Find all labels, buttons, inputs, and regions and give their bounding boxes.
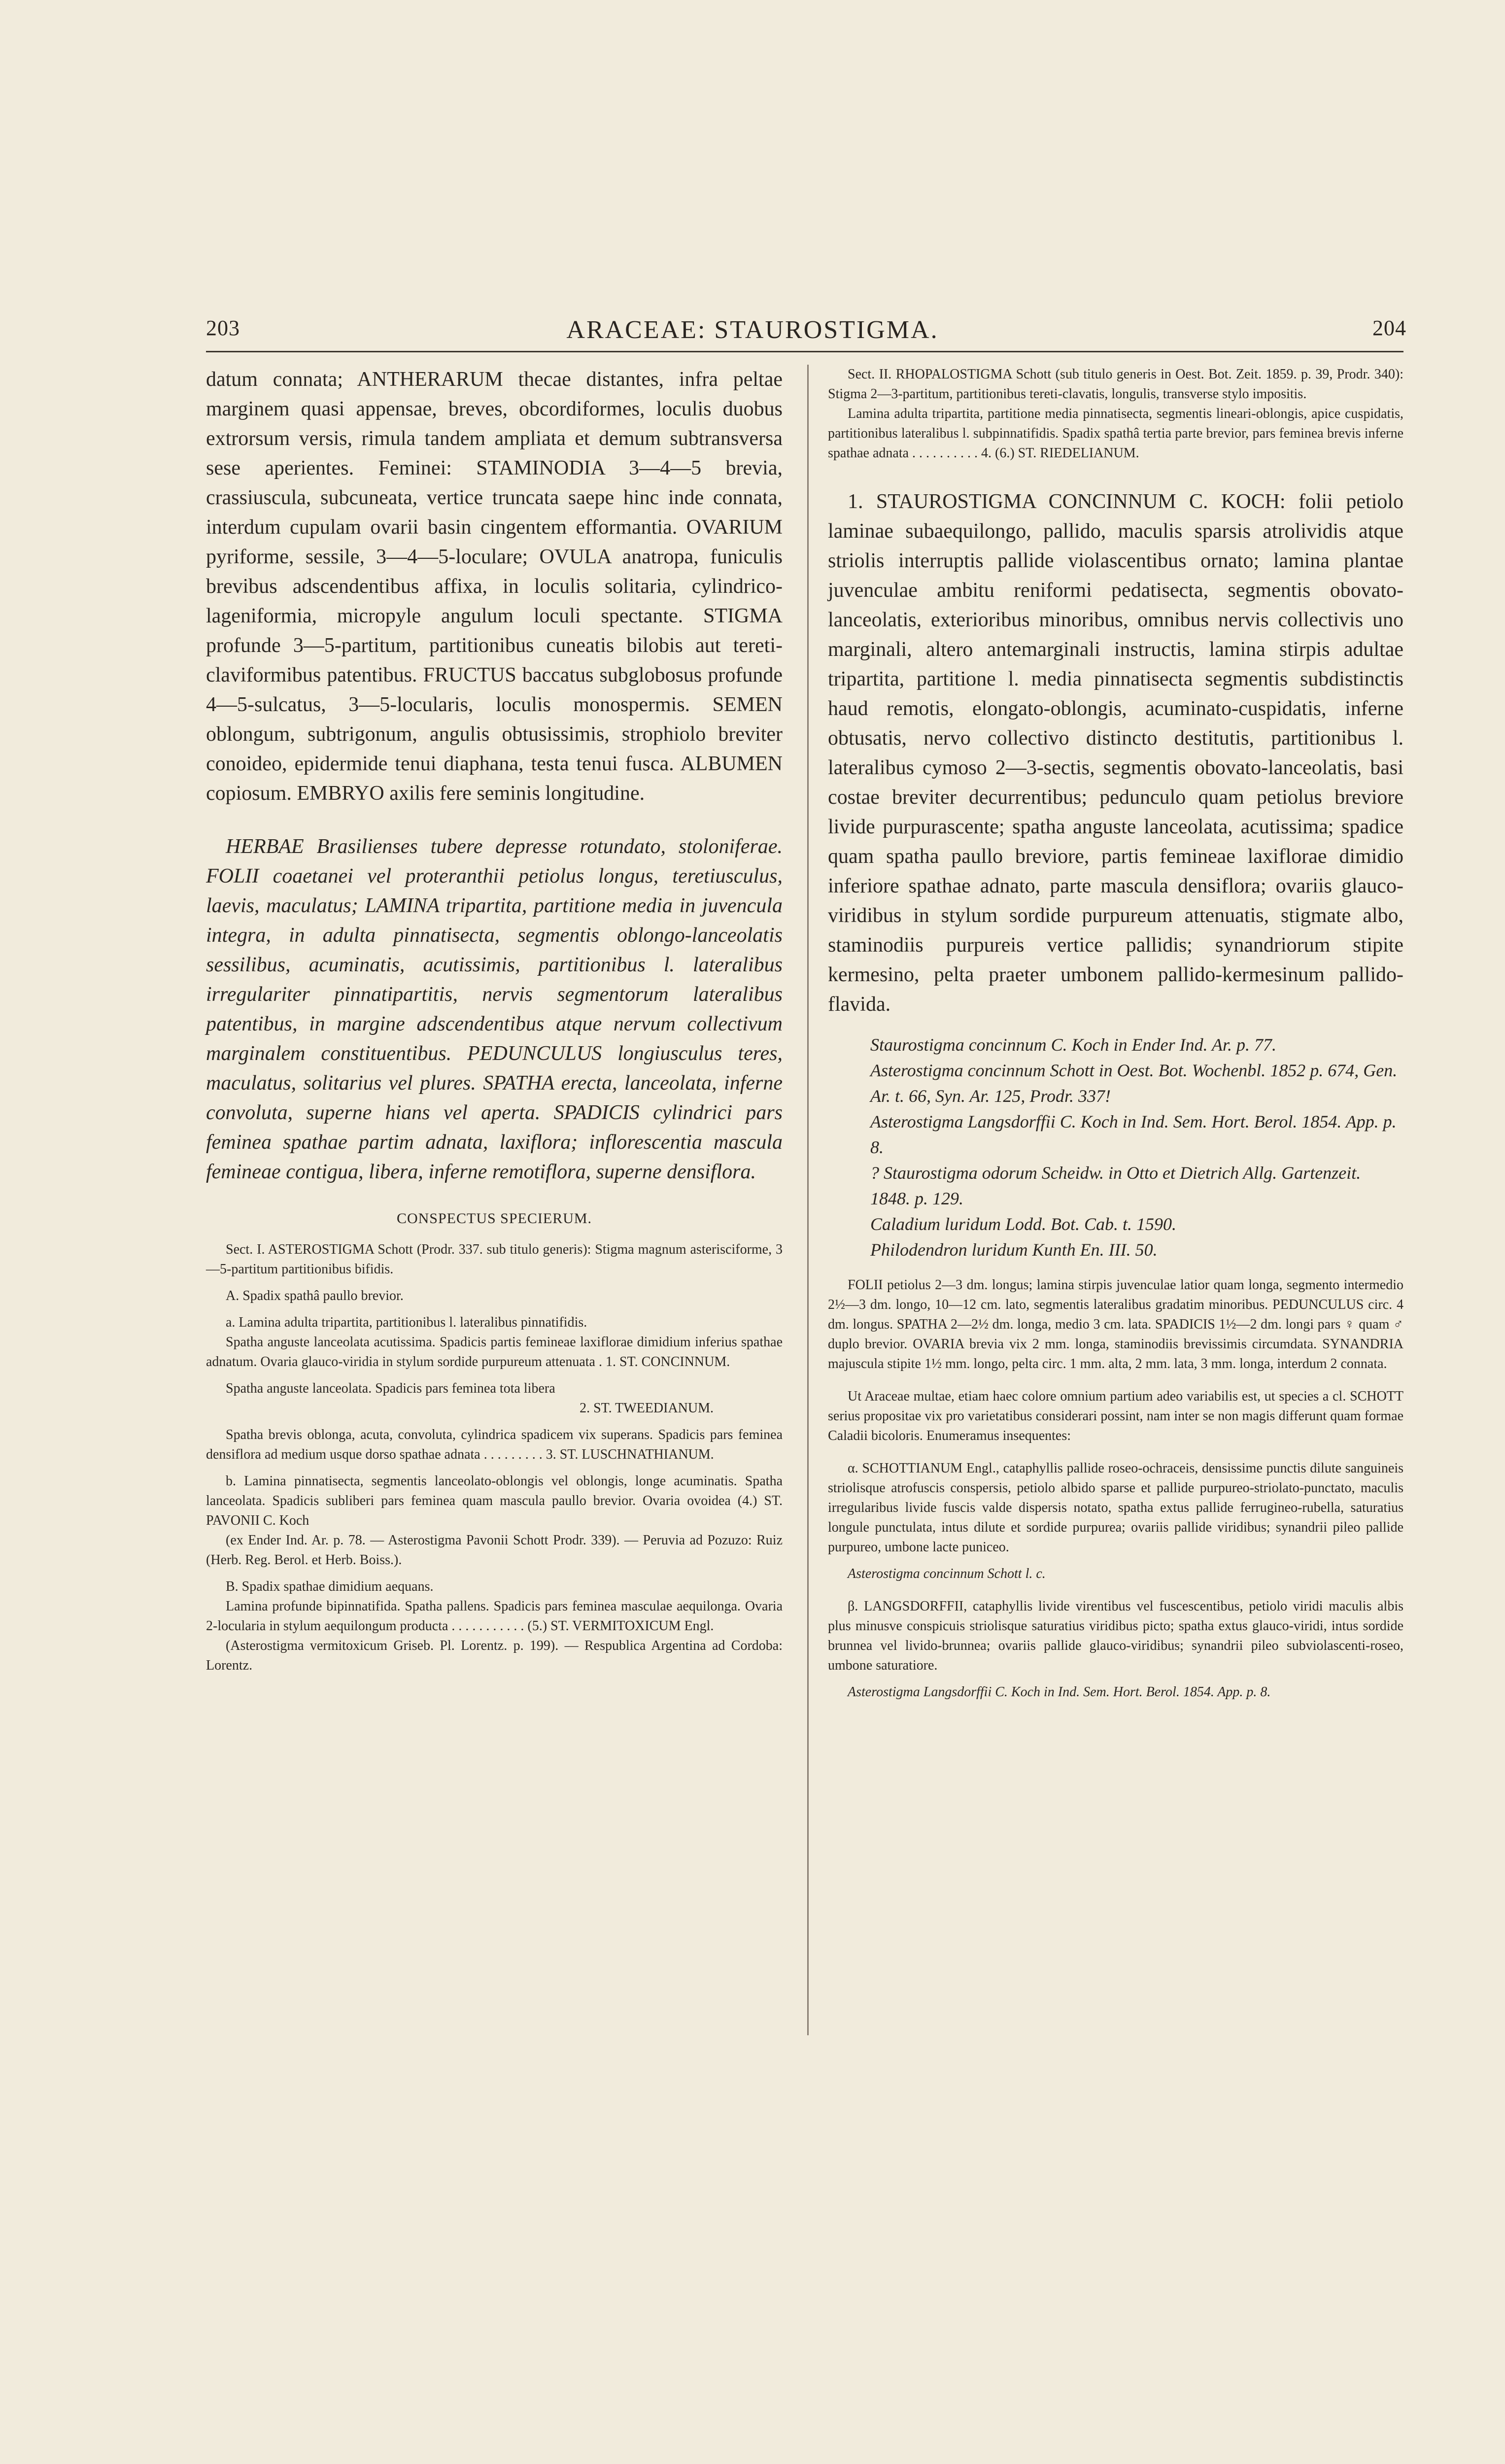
page-number-right: 204 bbox=[1372, 316, 1406, 340]
variety-schottianum-citation: Asterostigma concinnum Schott l. c. bbox=[848, 1566, 1046, 1581]
key-vermitoxicum-note: (Asterostigma vermitoxicum Griseb. Pl. Lorentz. p. 199). — Respublica Argentina ad Cordoba: Lorentz. bbox=[206, 1638, 783, 1673]
synonym-6: Philodendron luridum Kunth En. III. 50. bbox=[870, 1240, 1158, 1260]
key-riedelianum: Lamina adulta tripartita, partitione media pinnatisecta, segmentis lineari-oblongis, apice cuspidatis, partitionibus lateralibus l. subpinnatifidis. Spadix spathâ tertia parte brevior, pars feminea brevis inferne spathae adnata . . . . . . . . . . 4. (6.) ST. RIEDELIANUM. bbox=[828, 406, 1403, 461]
key-lead-A: A. Spadix spathâ paullo brevior. bbox=[226, 1288, 404, 1303]
variety-langsdorffii-citation: Asterostigma Langsdorffii C. Koch in Ind. Sem. Hort. Berol. 1854. App. p. 8. bbox=[848, 1684, 1271, 1700]
key-lead-a: a. Lamina adulta tripartita, partitionibus l. lateralibus pinnatifidis. bbox=[226, 1315, 587, 1330]
synonym-2: Asterostigma concinnum Schott in Oest. Bot. Wochenbl. 1852 p. 674, Gen. Ar. t. 66, Syn. Ar. 125, Prodr. 337! bbox=[870, 1061, 1398, 1106]
species-description: 1. STAUROSTIGMA CONCINNUM C. KOCH: folii petiolo laminae subaequilongo, pallido, maculis sparsis atrolividis atque striolis interruptis pallide violascentibus ornato; lamina plantae juvenculae ambitu reniformi pedatisecta, segmentis obovato-lanceolatis, exterioribus minoribus, omnibus nervis collectivis uno marginali, altero antemarginali instructis, lamina stirpis adultae tripartita, partitione l. media pinnatisecta segmentis subdistinctis haud remotis, elongato-oblongis, acuminato-cuspidatis, inferne obtusatis, nervo collectivo distincto destitutis, partitionibus l. lateralibus cymoso 2—3-sectis, segmentis obovato-lanceolatis, basi costae breviter decurrentibus; pedunculo quam petiolus breviore livide purpurascente; spatha anguste lanceolata, acutissima; spadice quam spatha paullo breviore, partis femineae laxiflorae dimidio inferiore spathae adnato, parte mascula densiflora; ovariis glauco-viridibus in stylum sordide purpureum attenuatis, stigmate albo, staminodiis purpureis vertice pallidis; synandriorum stipite kermesino, pelta praeter umbonem pallido-kermesinum pallido-flavida. bbox=[828, 490, 1403, 1016]
key-section-2: Sect. II. RHOPALOSTIGMA Schott (sub titulo generis in Oest. Bot. Zeit. 1859. p. 39, Prodr. 340): Stigma 2—3-partitum, partitionibus tereti-clavatis, longulis, transverse stylo impositis. bbox=[828, 367, 1403, 402]
column-divider bbox=[807, 365, 809, 2035]
synonym-3: Asterostigma Langsdorffii C. Koch in Ind. Sem. Hort. Berol. 1854. App. p. 8. bbox=[870, 1112, 1397, 1157]
running-title: ARACEAE: STAUROSTIGMA. bbox=[566, 316, 939, 344]
key-tweedianum-text: Spatha anguste lanceolata. Spadicis pars feminea tota libera bbox=[226, 1381, 555, 1396]
measurements: FOLII petiolus 2—3 dm. longus; lamina stirpis juvenculae latior quam longa, segmento intermedio 2½—3 dm. longo, 10—12 cm. lato, segmentis lateralibus gradatim minoribus. PEDUNCULUS circ. 4 dm. longus. SPATHA 2—2½ dm. longa, medio 3 cm. lata. SPADICIS 1½—2 dm. longi pars ♀ quam ♂ duplo brevior. OVARIA brevia vix 2 mm. longa, staminodiis brevissimis circumdata. SYNANDRIA majuscula stipite 1½ mm. longo, pelta circ. 1 mm. alta, 2 mm. lata, 3 mm. longa, interdum 2 connata. bbox=[828, 1277, 1403, 1371]
key-luschnathianum: Spatha brevis oblonga, acuta, convoluta, cylindrica spadicem vix superans. Spadicis pars feminea densiflora ad medium usque dorso spathae adnata . . . . . . . . . 3. ST. LUSCHNATHIANUM. bbox=[206, 1427, 783, 1462]
key-concinnum: Spatha anguste lanceolata acutissima. Spadicis partis femineae laxiflorae dimidium inferius spathae adnatum. Ovaria glauco-viridia in stylum sordide purpureum attenuata . 1. ST. CONCINNUM. bbox=[206, 1335, 783, 1369]
key-tweedianum-name: 2. ST. TWEEDIANUM. bbox=[580, 1401, 714, 1416]
variety-schottianum: α. SCHOTTIANUM Engl., cataphyllis pallide roseo-ochraceis, densissime punctis dilute sanguineis striolisque atrofuscis conspersis, petiolo albido sparse et pallide purpureo-striolato-punctato, maculis irregularibus livide fuscis valde dispersis notato, spatha extus pallide ferrugineo-rubella, saturatius longule punctulata, intus dilute et sordide purpurea; ovariis pallide viridibus; synandrii pileo pallide purpureo, umbone lacte puniceo. bbox=[828, 1461, 1403, 1555]
habit-description: HERBAE Brasilienses tubere depresse rotundato, stoloniferae. FOLII coaetanei vel proteranthii petiolus longus, teretiusculus, laevis, maculatus; LAMINA tripartita, partitione media in juvencula integra, in adulta pinnatisecta, segmentis oblongo-lanceolatis sessilibus, acuminatis, acutissimis, partitionibus l. lateralibus irregulariter pinnatipartitis, nervis segmentorum lateralibus patentibus, in margine adscendentibus atque nervum collectivum marginalem constituentibus. PEDUNCULUS longiusculus teres, maculatus, solitarius vel plures. SPATHA erecta, lanceolata, inferne convoluta, superne hians vel aperta. SPADICIS cylindrici pars feminea spathae partim adnata, laxiflora; inflorescentia mascula femineae contigua, libera, inferne remotiflora, superne densiflora. bbox=[206, 835, 783, 1183]
variability-note: Ut Araceae multae, etiam haec colore omnium partium adeo variabilis est, ut species a cl. SCHOTT serius propositae vix pro varietatibus considerari possint, nam inter se non magis differunt quam formae Caladii bicoloris. Enumeramus insequentes: bbox=[828, 1389, 1403, 1443]
synonym-1: Staurostigma concinnum C. Koch in Ender Ind. Ar. p. 77. bbox=[870, 1035, 1276, 1055]
left-column bbox=[206, 365, 783, 1676]
genus-description: datum connata; ANTHERARUM thecae distantes, infra peltae marginem quasi appensae, breves, obcordiformes, loculis duobus extrorsum versis, rimula tandem ampliata et demum subtransversa sese aperientes. Feminei: STAMINODIA 3—4—5 brevia, crassiuscula, subcuneata, vertice truncata saepe hinc inde connata, interdum cupulam ovarii basin cingentem efformantia. OVARIUM pyriforme, sessile, 3—4—5-loculare; OVULA anatropa, funiculis brevibus adscendentibus affixa, in loculis solitaria, cylindrico-lageniformia, micropyle angulum loculi spectante. STIGMA profunde 3—5-partitum, partitionibus cuneatis bilobis aut tereti-claviformibus patentibus. FRUCTUS baccatus subglobosus profunde 4—5-sulcatus, 3—5-locularis, loculis monospermis. SEMEN oblongum, subtrigonum, angulis obtusissimis, strophiolo breviter conoideo, epidermide tenui diaphana, testa tenui fusca. ALBUMEN copiosum. EMBRYO axilis fere seminis longitudine. bbox=[206, 368, 783, 805]
key-section-1: Sect. I. ASTEROSTIGMA Schott (Prodr. 337. sub titulo generis): Stigma magnum asterisciforme, 3—5-partitum partitionibus bifidis. bbox=[206, 1242, 783, 1277]
synonym-4: ? Staurostigma odorum Scheidw. in Otto et Dietrich Allg. Gartenzeit. 1848. p. 129. bbox=[870, 1163, 1361, 1208]
key-vermitoxicum: Lamina profunde bipinnatifida. Spatha pallens. Spadicis pars feminea masculae aequilonga. Ovaria 2-locularia in stylum aequilongum producta . . . . . . . . . . . (5.) ST. VERMITOXICUM Engl. bbox=[206, 1599, 783, 1634]
page-number-left: 203 bbox=[206, 316, 240, 340]
variety-langsdorffii: β. LANGSDORFFII, cataphyllis livide virentibus vel fuscescentibus, petiolo viridi maculis albis plus minusve conspicuis striolisque saturatius viridibus picto; spatha extus glauco-viridi, intus sordide brunnea vel livido-brunnea; ovariis pallide glauco-viridibus; synandrii pileo subviolascenti-roseo, umbone saturatiore. bbox=[828, 1599, 1403, 1673]
conspectus-title: CONSPECTUS SPECIERUM. bbox=[396, 1210, 592, 1227]
key-lead-b: b. Lamina pinnatisecta, segmentis lanceolato-oblongis vel oblongis, longe acuminatis. Spatha lanceolata. Spadicis subliberi pars feminea quam mascula paullo brevior. Ovaria ovoidea (4.) ST. PAVONII C. Koch bbox=[206, 1473, 783, 1528]
key-pavonii-note: (ex Ender Ind. Ar. p. 78. — Asterostigma Pavonii Schott Prodr. 339). — Peruvia ad Pozuzo: Ruiz (Herb. Reg. Berol. et Herb. Boiss.). bbox=[206, 1533, 783, 1568]
synonym-5: Caladium luridum Lodd. Bot. Cab. t. 1590. bbox=[870, 1214, 1177, 1234]
key-lead-B: B. Spadix spathae dimidium aequans. bbox=[226, 1579, 434, 1594]
header-rule bbox=[206, 351, 1403, 352]
right-column bbox=[828, 365, 1403, 1702]
